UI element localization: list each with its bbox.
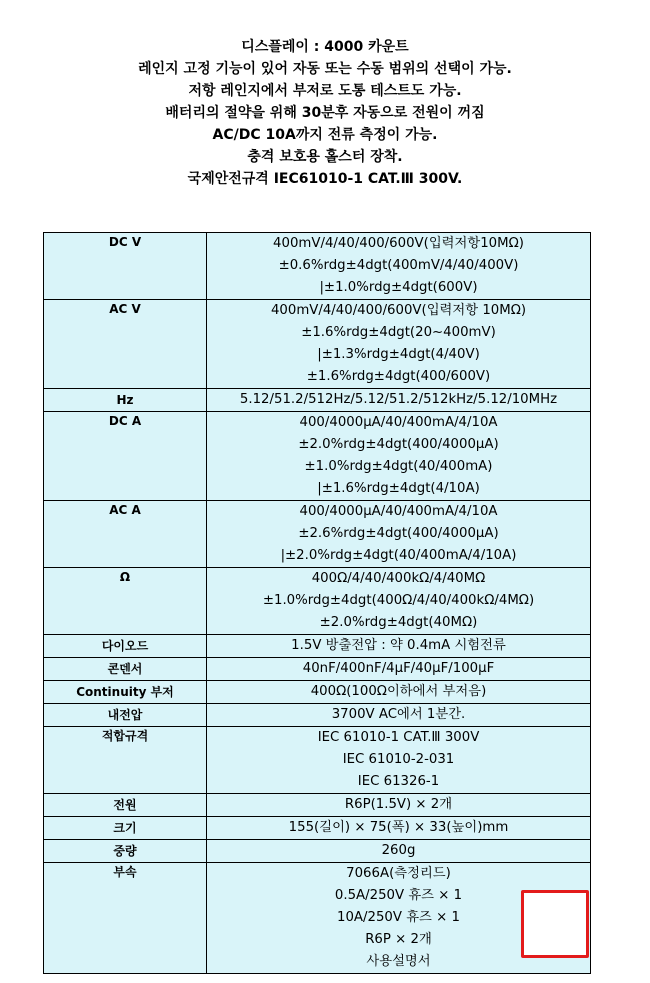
spec-label: AC V — [44, 300, 207, 389]
spec-row — [44, 863, 591, 974]
spec-row — [44, 794, 591, 817]
spec-row — [44, 389, 591, 412]
spec-value-line: 400Ω/4/40/400kΩ/4/40MΩ — [311, 571, 486, 586]
spec-value-line: ±0.6%rdg±4dgt(400mV/4/40/400V) — [278, 258, 519, 273]
spec-value-cell — [207, 501, 591, 568]
spec-value-line: R6P(1.5V) × 2개 — [344, 797, 453, 812]
spec-value-line: ±1.0%rdg±4dgt(400Ω/4/40/400kΩ/4MΩ) — [262, 593, 535, 608]
feature-line: 배터리의 절약을 위해 30분후 자동으로 전원이 꺼짐 — [165, 105, 485, 121]
spec-value-line: IEC 61010-2-031 — [342, 752, 455, 767]
spec-row — [44, 840, 591, 863]
spec-value-line: 400mV/4/40/400/600V(입력저항10MΩ) — [273, 236, 524, 251]
spec-row — [44, 501, 591, 568]
feature-line: 레인지 고정 기능이 있어 자동 또는 수동 범위의 선택이 가능. — [138, 61, 512, 77]
spec-label: 크기 — [44, 817, 207, 840]
spec-value-line: 10A/250V 휴즈 × 1 — [337, 910, 460, 925]
spec-row — [44, 727, 591, 794]
spec-row — [44, 817, 591, 840]
spec-value-cell — [207, 300, 591, 389]
spec-value-cell — [207, 704, 591, 727]
spec-value-cell — [207, 727, 591, 794]
spec-value-line: |±2.0%rdg±4dgt(40/400mA/4/10A) — [280, 548, 517, 563]
spec-value-cell — [207, 233, 591, 300]
spec-value-line: 40nF/400nF/4μF/40μF/100μF — [302, 661, 495, 676]
spec-row — [44, 635, 591, 658]
spec-label: 내전압 — [44, 704, 207, 727]
spec-value-line: 0.5A/250V 휴즈 × 1 — [334, 888, 463, 903]
spec-row — [44, 681, 591, 704]
spec-value-line: 260g — [381, 843, 416, 858]
spec-value-line: R6P × 2개 — [365, 932, 432, 947]
spec-value-line: 3700V AC에서 1분간. — [331, 707, 466, 722]
spec-row — [44, 658, 591, 681]
spec-value-cell — [207, 681, 591, 704]
feature-line: 디스플레이 : 4000 카운트 — [241, 39, 409, 55]
spec-value-line: ±1.6%rdg±4dgt(20~400mV) — [301, 325, 496, 340]
spec-value-line: 7066A(측정리드) — [346, 866, 451, 881]
spec-value-cell — [207, 658, 591, 681]
spec-value-line: ±2.0%rdg±4dgt(400/4000μA) — [298, 437, 499, 452]
spec-value-line: IEC 61010-1 CAT.Ⅲ 300V — [317, 730, 480, 745]
spec-label: Continuity 부저 — [44, 681, 207, 704]
spec-value-line: |±1.0%rdg±4dgt(600V) — [319, 280, 478, 295]
spec-value-cell — [207, 389, 591, 412]
spec-label: Hz — [44, 389, 207, 412]
spec-value-cell — [207, 794, 591, 817]
spec-value-line: 5.12/51.2/512Hz/5.12/51.2/512kHz/5.12/10MHz — [239, 392, 558, 407]
spec-row — [44, 300, 591, 389]
spec-value-cell — [207, 817, 591, 840]
spec-label: 적합규격 — [44, 727, 207, 794]
red-square-stamp — [521, 890, 589, 958]
spec-value-line: 400/4000μA/40/400mA/4/10A — [299, 415, 498, 430]
spec-label: 다이오드 — [44, 635, 207, 658]
spec-label: 중량 — [44, 840, 207, 863]
spec-value-line: 155(길이) × 75(폭) × 33(높이)mm — [288, 820, 509, 835]
spec-value-line: ±1.6%rdg±4dgt(400/600V) — [306, 369, 491, 384]
spec-value-line: 400mV/4/40/400/600V(입력저항 10MΩ) — [270, 303, 527, 318]
feature-line: 저항 레인지에서 부저로 도통 테스트도 가능. — [188, 83, 462, 99]
spec-row — [44, 233, 591, 300]
spec-row — [44, 568, 591, 635]
feature-line: 충격 보호용 홀스터 장착. — [247, 149, 403, 165]
spec-value-line: 400/4000μA/40/400mA/4/10A — [299, 504, 498, 519]
spec-value-cell — [207, 412, 591, 501]
spec-value-line: 400Ω(100Ω이하에서 부저음) — [310, 684, 487, 699]
spec-value-line: 1.5V 방출전압 : 약 0.4mA 시험전류 — [291, 638, 506, 653]
spec-value-line: |±1.6%rdg±4dgt(4/10A) — [317, 481, 480, 496]
spec-label: 부속 — [44, 863, 207, 974]
spec-value-line: 사용설명서 — [366, 954, 431, 969]
spec-label: AC A — [44, 501, 207, 568]
spec-value-line: ±2.0%rdg±4dgt(40MΩ) — [319, 615, 478, 630]
spec-label: 콘덴서 — [44, 658, 207, 681]
spec-table-body — [44, 233, 591, 974]
spec-value-line: ±2.6%rdg±4dgt(400/4000μA) — [298, 526, 499, 541]
spec-table — [43, 232, 591, 974]
spec-label: 전원 — [44, 794, 207, 817]
spec-row — [44, 412, 591, 501]
spec-value-cell — [207, 840, 591, 863]
spec-row — [44, 704, 591, 727]
feature-line: 국제안전규격 IEC61010-1 CAT.Ⅲ 300V. — [187, 171, 463, 187]
feature-line: AC/DC 10A까지 전류 측정이 가능. — [212, 127, 438, 143]
spec-value-line: IEC 61326-1 — [357, 774, 440, 789]
spec-label: Ω — [44, 568, 207, 635]
product-features — [0, 36, 650, 190]
spec-value-cell — [207, 635, 591, 658]
spec-value-cell — [207, 568, 591, 635]
spec-label: DC A — [44, 412, 207, 501]
spec-value-line: |±1.3%rdg±4dgt(4/40V) — [317, 347, 480, 362]
spec-value-line: ±1.0%rdg±4dgt(40/400mA) — [304, 459, 493, 474]
spec-label: DC V — [44, 233, 207, 300]
